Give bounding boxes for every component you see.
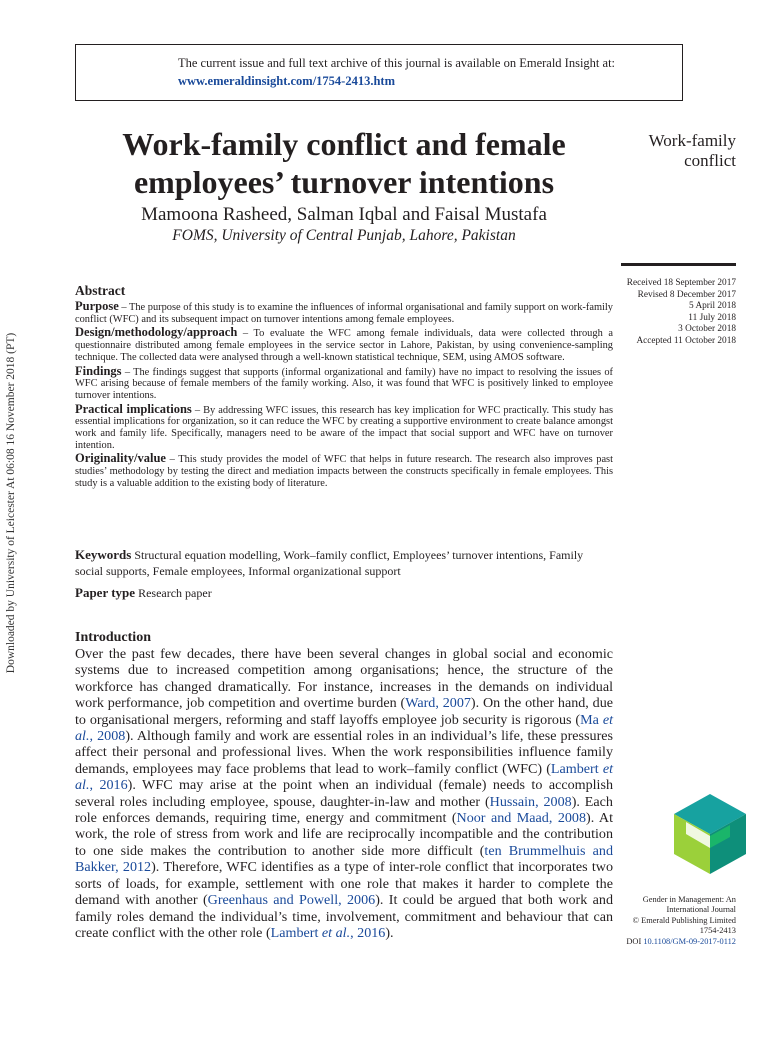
purpose-text: – The purpose of this study is to examine the influences of informal organisational and family support on work-family conflict (WFC) and its subsequent impact on turnover intentions among female employees.: [75, 302, 613, 325]
citation-link[interactable]: ten Brummelhuis and Bakker, 2012: [75, 842, 613, 876]
intro-text: ).: [385, 924, 394, 941]
citation-year: , 2016: [350, 924, 386, 941]
paper-type-text: Research paper: [135, 586, 212, 600]
keywords-label: Keywords: [75, 547, 132, 562]
intro-text: ). On the other hand, due to organisational mergers, reforming and staff layoffs employee job security is rigorous (: [75, 695, 614, 728]
citation-etal: et al.: [75, 760, 613, 794]
date-revised-2: 5 April 2018: [688, 301, 736, 311]
practical-text: – By addressing WFC issues, this research has key implication for WFC practically. This study has essential implications for organization, so it can reduce the WFC by creating a supportive environment to create balance amongst work and family life. Specifically, managers need to be aware of the impact that social support and WFC have on turnover intention.: [75, 404, 613, 451]
citation-link[interactable]: Ward, 2007: [405, 695, 471, 712]
intro-text: ). Although family and work are essential roles in an individual’s life, these pressures affect their personal and professional lives. When the work responsibilities influence family demands, employees may face problems that lead to work–family conflict (WFC) (: [75, 728, 614, 777]
running-head-rule: [621, 263, 736, 266]
date-accepted: Accepted 11 October 2018: [636, 335, 736, 346]
intro-text: Over the past few decades, there have been several changes in global social and economic systems due to increased competition among organisations; hence, the structure of the workforce has changed dramatically. For instance, increases in the demands on individual work performance, job competition and overtime burden (: [75, 646, 613, 712]
introduction-paragraph: [75, 646, 613, 941]
citation-author: Lambert: [550, 760, 603, 777]
citation-link[interactable]: Hussain, 2008: [489, 793, 572, 810]
design-label: Design/methodology/approach: [75, 325, 238, 340]
journal-url-link[interactable]: www.emeraldinsight.com/1754-2413.htm: [178, 74, 395, 88]
citation-link[interactable]: Noor and Maad, 2008: [456, 810, 587, 827]
article-title: Work-family conflict and female employees’ turnover intentions: [122, 126, 566, 200]
intro-text: ). WFC may arise at the point when an individual (female) needs to accomplish several roles including employee, spouse, daughter-in-law and mother (: [75, 777, 614, 810]
intro-text: ). It could be argued that both work and family roles demand the individual’s time, involvement, commitment and behaviour that can create conflict with the other role (: [75, 892, 613, 941]
findings-text: – The findings suggest that supports (informal organizational and family) have no impact to resolving the issues of WFC arising because of female members of the family working. Also, it was found that WFC is positively linked to employee turnover intentions.: [75, 366, 613, 401]
authors: Mamoona Rasheed, Salman Iqbal and Faisal Mustafa: [141, 204, 547, 225]
abstract-design: [75, 327, 613, 363]
doi-link[interactable]: 10.1108/GM-09-2017-0112: [643, 936, 736, 946]
journal-copyright: © Emerald Publishing Limited: [632, 915, 736, 925]
notice-text: The current issue and full text archive of this journal is available on Emerald Insight at:: [178, 56, 616, 70]
date-revised: Revised 8 December 2017: [637, 289, 736, 300]
abstract-originality: [75, 453, 613, 489]
journal-issn: 1754-2413: [699, 926, 736, 936]
journal-notice-box: [75, 44, 683, 101]
running-head-line-1: Work-family: [648, 131, 736, 150]
abstract-practical: [75, 401, 613, 452]
journal-info: [596, 895, 736, 947]
affiliation: FOMS, University of Central Punjab, Lahore, Pakistan: [172, 227, 516, 244]
intro-text: ). At work, the role of stress from work and life are reciprocally incompatible and the contribution to one side makes the contribution to another side more difficult (: [75, 810, 614, 859]
citation-etal: et al.: [75, 711, 614, 745]
journal-name-line-1: Gender in Management: An: [642, 895, 736, 904]
paper-type: [75, 585, 613, 601]
abstract-heading: Abstract: [75, 283, 126, 298]
abstract-findings: [75, 363, 613, 402]
intro-text: ). Each role enforces demands, requiring time, energy and commitment (: [75, 793, 613, 827]
download-watermark: [0, 0, 22, 1058]
findings-label: Findings: [75, 363, 122, 378]
originality-text: – This study provides the model of WFC that helps in future research. The research also improves past studies’ methodology by testing the direct and mediation impacts between the constructs specifically in female employees. This study is a valuable addition to the existing body of literature.: [75, 454, 613, 489]
journal-name-line-2: International Journal: [666, 905, 736, 915]
practical-label: Practical implications: [75, 401, 192, 416]
intro-text: ). Therefore, WFC identifies as a type of inter-role conflict that incorporates two sorts of loads, for example, settlement with one role that makes it harder to complete the demand with another (: [75, 859, 613, 909]
purpose-label: Purpose: [75, 299, 119, 313]
citation-year: , 2016: [89, 777, 128, 794]
date-received: Received 18 September 2017: [626, 278, 736, 288]
citation-link[interactable]: [271, 925, 386, 941]
paper-type-label: Paper type: [75, 585, 136, 600]
citation-author: Ma: [580, 711, 603, 728]
journal-doi: [596, 937, 736, 947]
running-head: [596, 131, 736, 171]
keywords-text: Structural equation modelling, Work–family conflict, Employees’ turnover intentions, Family social supports, Female employees, Informal organizational support: [75, 548, 584, 578]
citation-link[interactable]: Greenhaus and Powell, 2006: [207, 892, 376, 909]
keywords: [75, 547, 613, 579]
download-watermark-text: Downloaded by University of Leicester At 06:08 16 November 2018 (PT): [5, 332, 17, 674]
doi-label: DOI: [626, 936, 644, 946]
originality-label: Originality/value: [75, 451, 166, 466]
date-revised-4: 3 October 2018: [678, 324, 736, 334]
running-head-line-2: conflict: [684, 151, 736, 170]
citation-etal: et al.: [321, 924, 351, 941]
citation-year: , 2008: [89, 728, 126, 745]
emerald-logo-icon: [672, 792, 748, 876]
design-text: – To evaluate the WFC among female individuals, data were collected through a questionnaire distributed among female employees in the service sector in Lahore, Pakistan, by using convenience-sampling technique. The collected data were analysed through a well-known statistical technique, SEM, using AMOS software.: [75, 328, 613, 363]
date-revised-3: 11 July 2018: [688, 312, 736, 323]
abstract: [75, 283, 613, 492]
citation-author: Lambert: [270, 924, 322, 941]
abstract-purpose: [75, 301, 613, 325]
introduction-heading: Introduction: [75, 630, 151, 645]
